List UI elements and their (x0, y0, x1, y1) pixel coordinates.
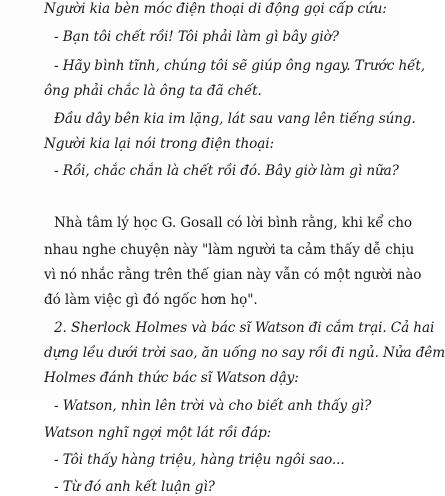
text-line-17: - Tôi thấy hàng triệu, hàng triệu ngôi sao... (54, 452, 345, 468)
text-line-12: 2. Sherlock Holmes và bác sĩ Watson đi cắm trại. Cả hai (54, 320, 435, 336)
text-line-6: Người kia lại nói trong điện thoại: (44, 136, 274, 152)
text-line-2: - Bạn tôi chết rồi! Tôi phải làm gì bây giờ? (54, 29, 339, 45)
text-line-15: - Watson, nhìn lên trời và cho biết anh thấy gì? (54, 398, 372, 414)
text-line-8: Nhà tâm lý học G. Gosall có lời bình rằng, khi kể cho (54, 215, 412, 231)
text-line-1: Người kia bèn móc điện thoại di động gọi cấp cứu: (44, 1, 387, 17)
text-line-13: dựng lều dưới trời sao, ăn uống no say rồi đi ngủ. Nửa đêm (44, 345, 445, 361)
text-line-14: Holmes đánh thức bác sĩ Watson dậy: (44, 370, 299, 386)
text-line-3: - Hãy bình tĩnh, chúng tôi sẽ giúp ông ngay. Trước hết, (54, 58, 425, 74)
text-line-7: - Rồi, chắc chắn là chết rồi đó. Bây giờ làm gì nữa? (54, 163, 399, 179)
text-line-4: ông phải chắc là ông ta đã chết. (44, 83, 262, 99)
text-line-16: Watson nghĩ ngợi một lát rồi đáp: (44, 425, 272, 441)
text-line-10: vì nó nhắc rằng trên thế gian này vẫn có một người nào (44, 267, 422, 283)
text-line-5: Đầu dây bên kia im lặng, lát sau vang lên tiếng súng. (54, 111, 416, 127)
text-line-11: đó làm việc gì đó ngốc hơn họ". (44, 292, 258, 308)
text-line-18: - Từ đó anh kết luận gì? (54, 479, 215, 495)
text-line-9: nhau nghe chuyện này "làm người ta cảm thấy dễ chịu (44, 242, 415, 258)
